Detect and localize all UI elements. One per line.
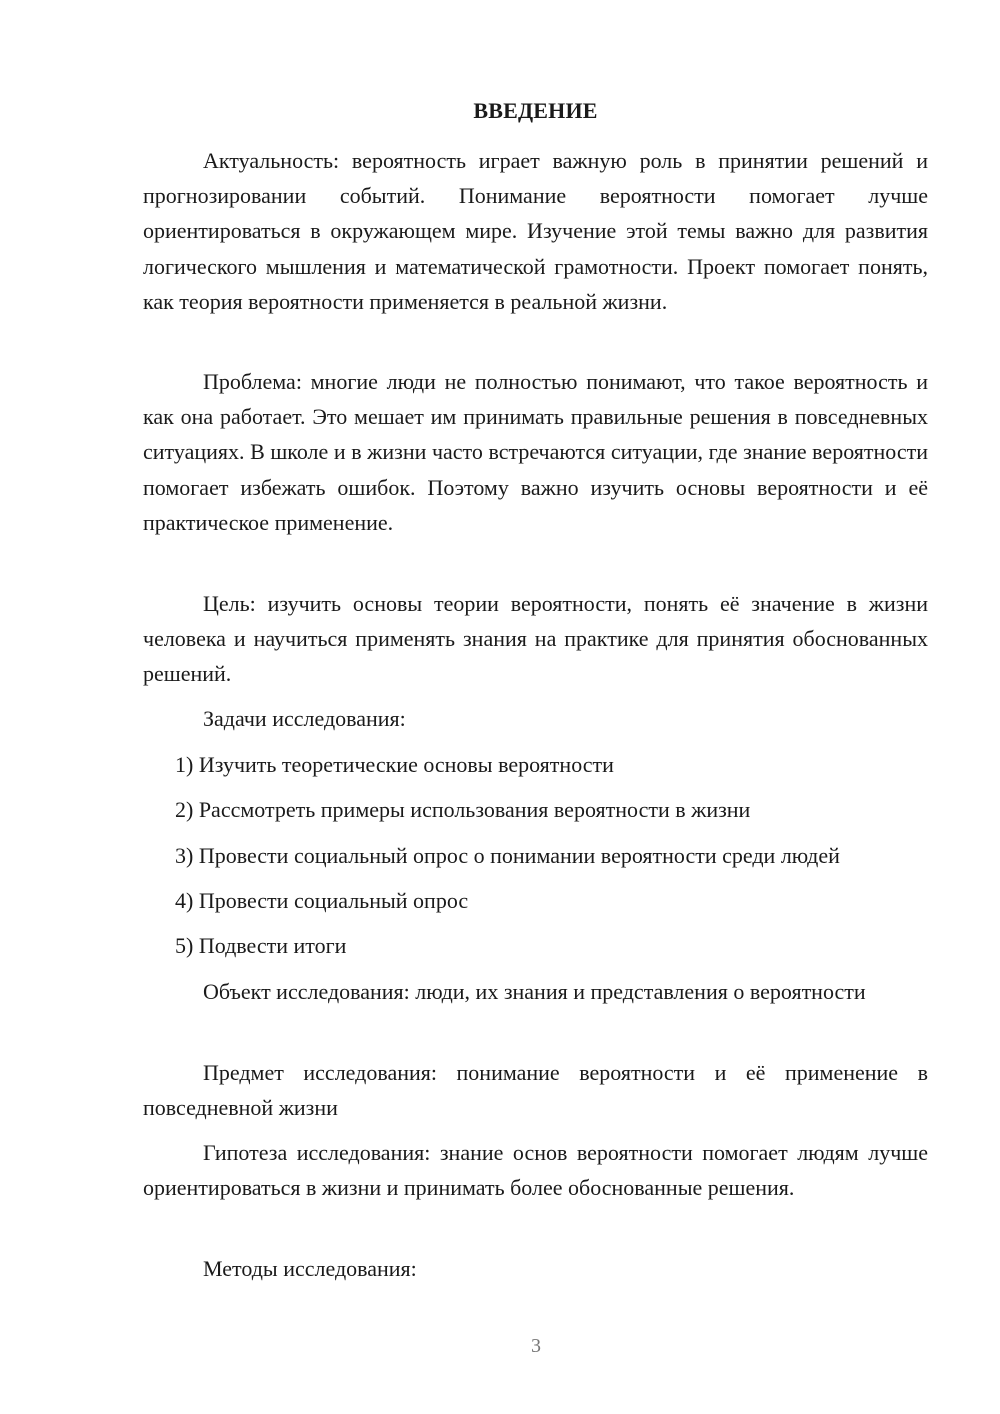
- task-list-item: 1) Изучить теоретические основы вероятности: [175, 752, 614, 777]
- tasks-heading: Задачи исследования:: [203, 706, 406, 731]
- paragraph-object: Объект исследования: люди, их знания и представления о вероятности: [203, 979, 866, 1004]
- task-list-item: 4) Провести социальный опрос: [175, 888, 469, 913]
- paragraph-relevance: Актуальность: вероятность играет важную роль в принятии решений и прогнозировании событий. Понимание вероятности помогает лучше ориентироваться в окружающем мире. Изучение этой темы важно для развития логического мышления и математической грамотности. Проект помогает понять, как теория вероятности применяется в реальной жизни.: [143, 148, 928, 314]
- task-list-item: 5) Подвести итоги: [175, 933, 347, 958]
- section-title: ВВЕДЕНИЕ: [473, 98, 598, 123]
- paragraph-hypothesis: Гипотеза исследования: знание основ вероятности помогает людям лучше ориентироваться в жизни и принимать более обоснованные решения.: [143, 1140, 928, 1201]
- paragraph-subject: Предмет исследования: понимание вероятности и её применение в повседневной жизни: [143, 1060, 928, 1121]
- task-list-item: 3) Провести социальный опрос о понимании вероятности среди людей: [175, 843, 840, 868]
- methods-heading: Методы исследования:: [203, 1256, 417, 1281]
- paragraph-problem: Проблема: многие люди не полностью понимают, что такое вероятность и как она работает. Это мешает им принимать правильные решения в повседневных ситуациях. В школе и в жизни часто встречаются ситуации, где знание вероятности помогает избежать ошибок. Поэтому важно изучить основы вероятности и её практическое применение.: [143, 369, 928, 535]
- task-list-item: 2) Рассмотреть примеры использования вероятности в жизни: [175, 797, 751, 822]
- paragraph-goal: Цель: изучить основы теории вероятности, понять её значение в жизни человека и научиться применять знания на практике для принятия обоснованных решений.: [143, 591, 928, 687]
- page-number: 3: [531, 1335, 541, 1357]
